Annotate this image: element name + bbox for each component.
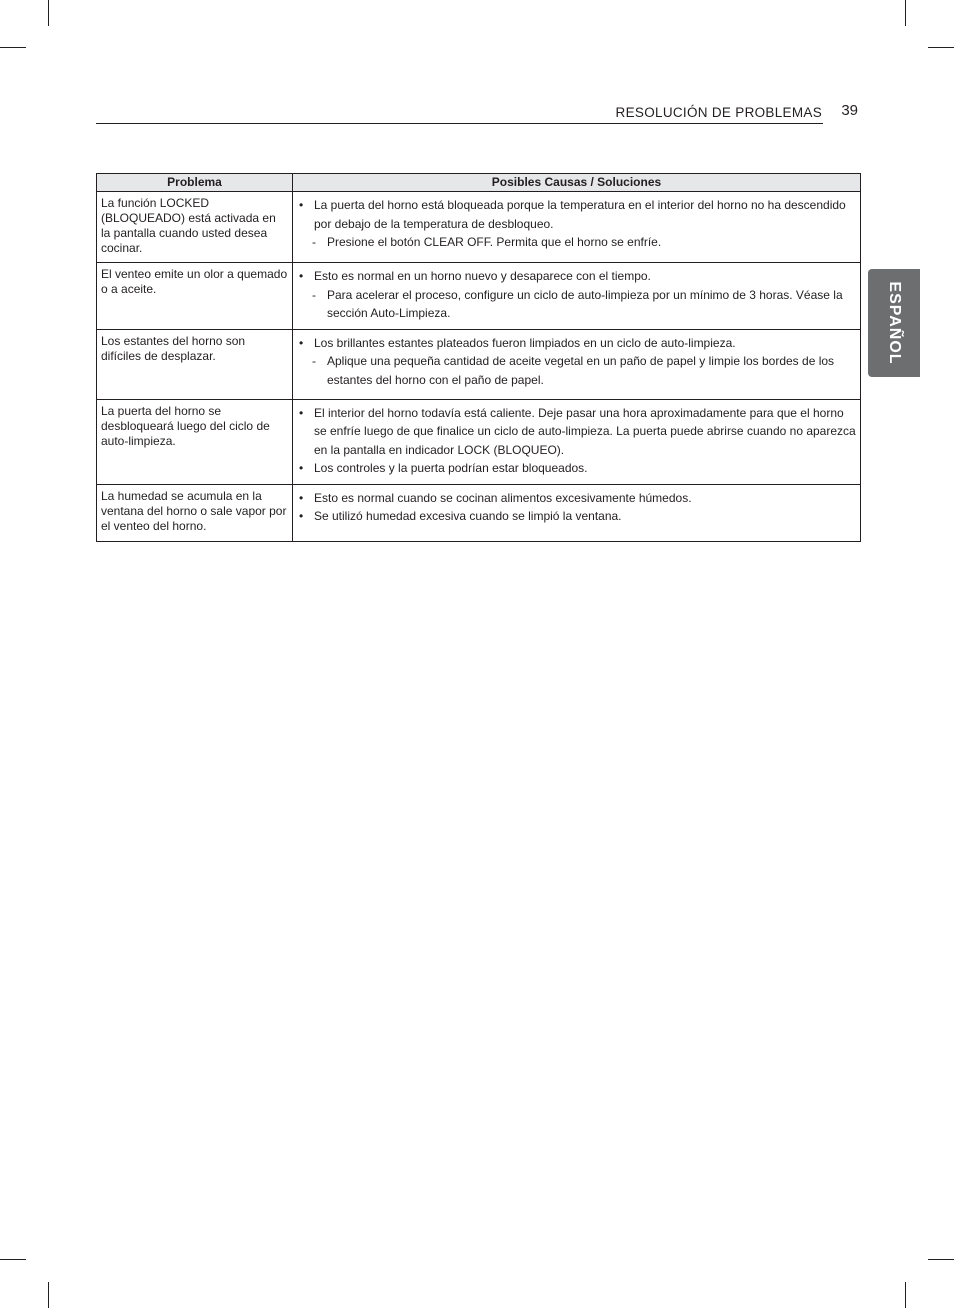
item-text: Esto es normal cuando se cocinan alimentos excesivamente húmedos. [314, 490, 692, 505]
table-row [97, 399, 861, 484]
page-number: 39 [841, 102, 858, 119]
solutions-cell [293, 484, 861, 541]
item-text: Aplique una pequeña cantidad de aceite vegetal en un paño de papel y limpie los bordes de los estantes del horno con el paño de papel. [327, 354, 835, 387]
crop-mark [48, 0, 49, 26]
bullet-marker: • [299, 490, 304, 505]
dash-marker: - [312, 287, 316, 302]
bullet-marker: • [299, 405, 304, 420]
dash-marker: - [312, 235, 316, 249]
bullet-item [297, 489, 856, 508]
bullet-marker: • [299, 269, 304, 283]
problem-cell: La humedad se acumula en la ventana del horno o sale vapor por el venteo del horno. [97, 484, 293, 541]
crop-mark [0, 1259, 26, 1260]
bullet-marker: • [299, 198, 304, 212]
column-header-problem: Problema [97, 174, 293, 192]
crop-mark [0, 47, 26, 48]
solutions-cell [293, 329, 861, 399]
table-header-row [97, 174, 861, 192]
item-text: El interior del horno todavía está caliente. Deje pasar una hora aproximadamente para que el horno se enfríe luego de que finalice un ciclo de auto-limpieza. La puerta puede abrirse cuando no aparezca en la pantalla en indicador LOCK (BLOQUEO). [314, 405, 856, 457]
problem-cell: La función LOCKED (BLOQUEADO) está activada en la pantalla cuando usted desea cocinar. [97, 192, 293, 263]
bullet-item [297, 334, 856, 353]
item-text: Se utilizó humedad excesiva cuando se limpió la ventana. [314, 509, 622, 523]
table-row [97, 329, 861, 399]
sub-item [297, 352, 856, 389]
language-tab-label: ESPAÑOL [886, 281, 903, 365]
column-header-solutions: Posibles Causas / Soluciones [293, 174, 861, 192]
bullet-item [297, 459, 856, 478]
item-text: La puerta del horno está bloqueada porque la temperatura en el interior del horno no ha descendido por debajo de la temperatura de desbloqueo. [314, 198, 846, 231]
problem-cell: Los estantes del horno son difíciles de desplazar. [97, 329, 293, 399]
item-text: Los controles y la puerta podrían estar bloqueados. [314, 461, 588, 475]
problem-cell: El venteo emite un olor a quemado o a aceite. [97, 263, 293, 330]
crop-mark [48, 1282, 49, 1308]
table-body [97, 192, 861, 542]
crop-mark [905, 0, 906, 26]
bullet-marker: • [299, 509, 304, 523]
bullet-marker: • [299, 461, 304, 475]
item-text: Presione el botón CLEAR OFF. Permita que el horno se enfríe. [327, 235, 662, 249]
page-header [96, 100, 859, 124]
item-text: Los brillantes estantes plateados fueron limpiados en un ciclo de auto-limpieza. [314, 335, 736, 350]
header-rule [96, 123, 823, 124]
item-text: Para acelerar el proceso, configure un ciclo de auto-limpieza por un mínimo de 3 horas. Véase la sección Auto-Limpieza. [327, 287, 843, 320]
section-title: RESOLUCIÓN DE PROBLEMAS [615, 105, 822, 120]
sub-item [297, 233, 856, 252]
crop-mark [928, 47, 954, 48]
table-row [97, 263, 861, 330]
bullet-item [297, 196, 856, 233]
dash-marker: - [312, 354, 316, 368]
crop-mark [905, 1282, 906, 1308]
table-row [97, 192, 861, 263]
bullet-item [297, 404, 856, 460]
crop-mark [928, 1259, 954, 1260]
troubleshooting-table [96, 173, 861, 542]
table-row [97, 484, 861, 541]
solutions-cell [293, 399, 861, 484]
item-text: Esto es normal en un horno nuevo y desaparece con el tiempo. [314, 269, 651, 283]
bullet-marker: • [299, 335, 304, 350]
problem-cell: La puerta del horno se desbloqueará luego del ciclo de auto-limpieza. [97, 399, 293, 484]
sub-item [297, 286, 856, 323]
language-tab [868, 269, 920, 377]
bullet-item [297, 267, 856, 286]
bullet-item [297, 507, 856, 526]
solutions-cell [293, 192, 861, 263]
solutions-cell [293, 263, 861, 330]
